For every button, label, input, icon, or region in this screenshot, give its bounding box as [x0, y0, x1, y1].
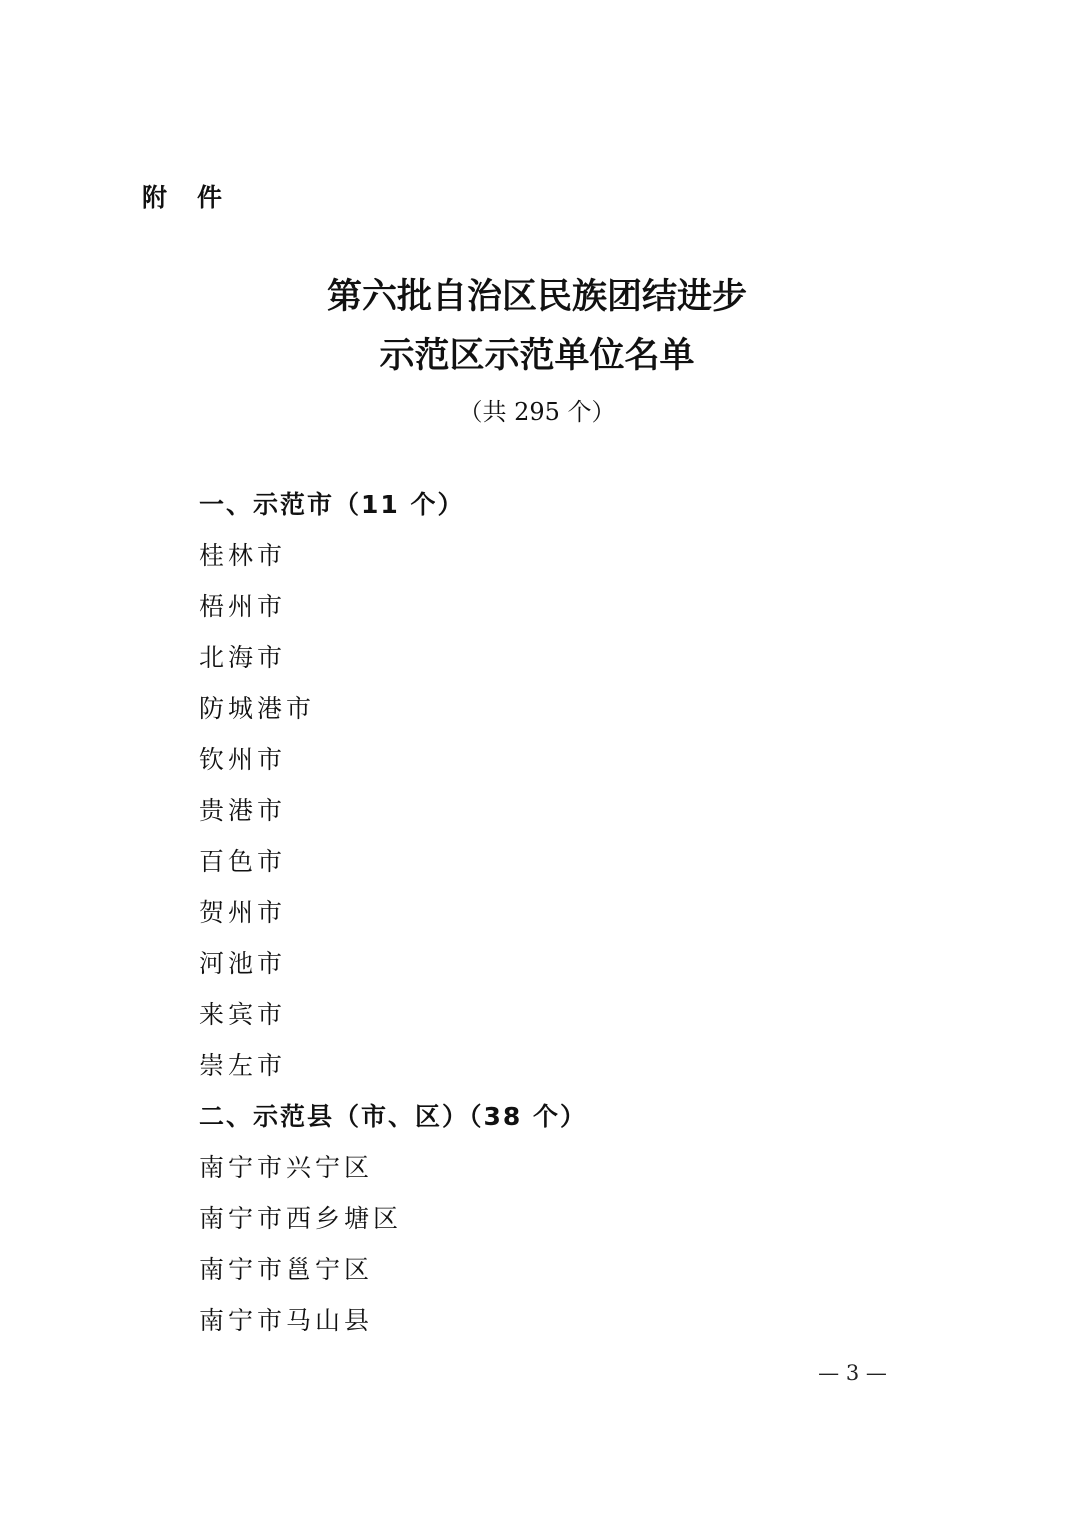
list-item: 北海市 [199, 643, 287, 672]
attachment-label: 附件 [142, 183, 253, 212]
list-item: 贺州市 [199, 898, 287, 927]
list-item: 防城港市 [199, 694, 316, 723]
document-subtitle: （共 295 个） [458, 398, 616, 426]
list-item: 南宁市邕宁区 [199, 1255, 374, 1284]
list-item: 来宾市 [199, 1000, 287, 1029]
list-item: 钦州市 [199, 745, 287, 774]
list-item: 桂林市 [199, 541, 287, 570]
list-item: 南宁市兴宁区 [199, 1153, 374, 1182]
list-item: 南宁市西乡塘区 [199, 1204, 403, 1233]
unit-list [199, 485, 959, 1352]
list-item: 百色市 [199, 847, 287, 876]
list-item: 河池市 [199, 949, 287, 978]
document-title-line-1: 第六批自治区民族团结进步 [326, 276, 747, 317]
list-item: 崇左市 [199, 1051, 287, 1080]
page-number: — 3 — [818, 1361, 887, 1385]
list-item: 梧州市 [199, 592, 287, 621]
list-item: 贵港市 [199, 796, 287, 825]
list-item: 南宁市马山县 [199, 1306, 374, 1335]
section-heading-cities: 一、示范市（11 个） [199, 490, 465, 519]
section-heading-counties: 二、示范县（市、区）（38 个） [199, 1102, 587, 1131]
document-title-line-2: 示范区示范单位名单 [379, 335, 695, 376]
